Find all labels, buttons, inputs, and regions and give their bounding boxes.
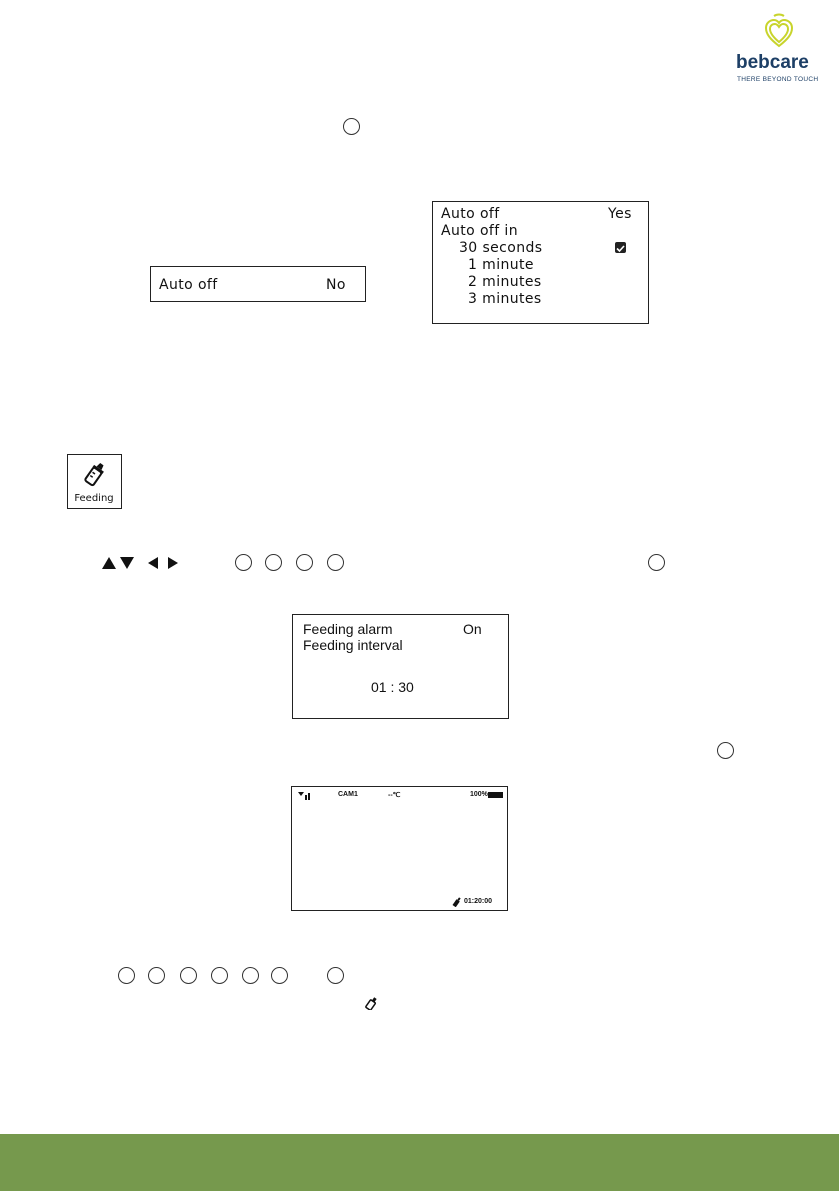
signal-icon: [298, 792, 310, 800]
button-circle: [296, 554, 313, 571]
footer-bar: [0, 1134, 839, 1191]
status-screen: [291, 786, 508, 911]
auto-off-in-label: Auto off in: [441, 223, 518, 239]
temperature-label: --℃: [388, 792, 401, 799]
button-circle: [648, 554, 665, 571]
baby-bottle-icon: [452, 897, 462, 907]
feeding-alarm-screen: [292, 614, 509, 719]
brand-name: bebcare: [736, 52, 809, 73]
feeding-interval-value: 01 : 30: [371, 679, 414, 695]
feeding-alarm-value: On: [463, 621, 482, 637]
button-circle: [235, 554, 252, 571]
button-circle: [327, 554, 344, 571]
option-3-minutes: 3 minutes: [468, 291, 542, 307]
auto-off-label: Auto off: [441, 206, 500, 222]
brand-logo: [728, 12, 828, 92]
option-30-seconds: 30 seconds: [459, 240, 543, 256]
auto-off-screen-yes: [432, 201, 649, 324]
baby-bottle-icon: [365, 996, 379, 1010]
button-circle: [265, 554, 282, 571]
feeding-alarm-label: Feeding alarm: [303, 621, 393, 637]
feeding-timer: 01:20:00: [464, 898, 493, 905]
checkbox-checked-icon: [615, 242, 626, 253]
button-circle: [271, 967, 288, 984]
auto-off-screen-no: [150, 266, 366, 302]
auto-off-value: Yes: [608, 206, 632, 222]
button-circle: [148, 967, 165, 984]
option-1-minute: 1 minute: [468, 257, 534, 273]
auto-off-label: Auto off: [159, 277, 218, 293]
camera-label: CAM1: [338, 791, 358, 798]
button-circle: [118, 967, 135, 984]
auto-off-value: No: [326, 277, 346, 293]
button-circle: [180, 967, 197, 984]
button-circle: [717, 742, 734, 759]
battery-icon: [488, 792, 503, 798]
heart-logo-icon: [758, 12, 800, 54]
feeding-menu-icon: [67, 454, 122, 509]
arrow-keys-icon: [102, 556, 182, 570]
button-circle: [327, 967, 344, 984]
baby-bottle-icon: [80, 459, 110, 489]
ok-button-icon: [343, 118, 360, 135]
battery-label: 100%: [470, 791, 488, 798]
feeding-interval-label: Feeding interval: [303, 637, 403, 653]
feeding-label: Feeding: [74, 493, 114, 504]
button-circle: [211, 967, 228, 984]
brand-tagline: THERE BEYOND TOUCH: [737, 76, 819, 83]
option-2-minutes: 2 minutes: [468, 274, 542, 290]
button-circle: [242, 967, 259, 984]
